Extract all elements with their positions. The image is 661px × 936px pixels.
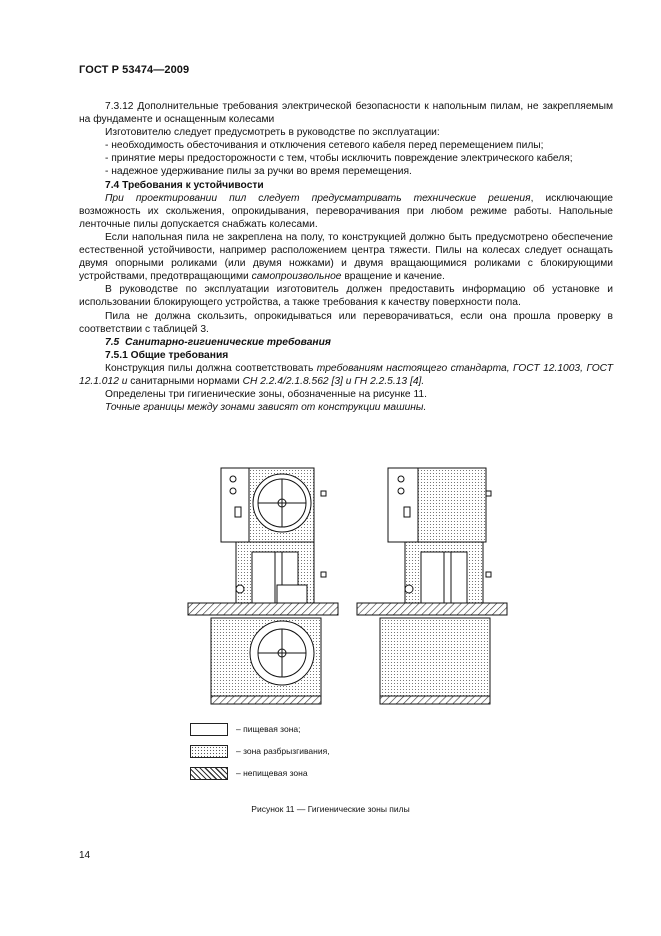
list-item: - принятие меры предосторожности с тем, чтобы исключить повреждение электрического кабеля; [105, 153, 573, 165]
left-saw-button-icon [230, 488, 236, 494]
legend-swatch-hatched [190, 767, 228, 780]
right-saw-base [380, 618, 490, 702]
left-saw-switch [235, 507, 241, 517]
paragraph-text: , исключающие возможность их скольжения, опрокидывания, переворачивания при любом режиме работы. Напольные ленточные пилы допускается снабжать колесами. [79, 192, 613, 230]
section-heading-7-5 [79, 336, 613, 349]
paragraph: 7.3.12 Дополнительные требования электрической безопасности к напольным пилам, не закрепляемым на фундаменте и оснащенным колесами [79, 101, 613, 126]
right-saw-foot [380, 696, 490, 704]
paragraph: Изготовителю следует предусмотреть в руководстве по эксплуатации: [105, 127, 440, 139]
legend-label: – непищевая зона [236, 768, 308, 778]
left-saw-button-icon [230, 476, 236, 482]
paragraph: Определены три гигиенические зоны, обозначенные на рисунке 11. [105, 389, 427, 401]
left-saw-upper-wheel [253, 474, 311, 532]
right-saw-button-icon [398, 476, 404, 482]
body-text [79, 100, 613, 414]
italic-text: Точные границы между зонами зависят от конструкции машины. [105, 402, 427, 414]
document-header: ГОСТ Р 53474—2009 [79, 64, 190, 76]
left-saw-lower-wheel [250, 621, 314, 685]
section-heading-7-5-1: 7.5.1 Общие требования [105, 349, 229, 361]
section-title: Санитарно-гигиенические требования [124, 336, 331, 348]
left-saw-table [188, 603, 338, 615]
right-saw-button-icon [398, 488, 404, 494]
right-saw-knob [405, 585, 413, 593]
paragraph-text: Если напольная пила не закреплена на полу, то конструкцией должно быть предусмотрено обеспечение естественной устойчивости, например расположением центра тяжести. Пилы на колесах следует оснащать двумя опорными роликами (или двумя ножками) и двумя вращающимися роликами с блокирующими устройствами, предотвращающими [79, 231, 613, 283]
left-saw-workpiece [277, 585, 307, 603]
left-saw-drawing [188, 468, 338, 704]
italic-text: требованиям настоящего стандарта, ГОСТ 12.1003, ГОСТ 12.1.012 и [79, 362, 613, 387]
left-saw-foot [211, 696, 321, 704]
paragraph-text: санитарными нормами [127, 375, 243, 387]
right-saw-switch [404, 507, 410, 517]
section-heading-7-4: 7.4 Требования к устойчивости [105, 179, 264, 191]
paragraph: В руководстве по эксплуатации изготовитель должен предоставить информацию об установке и использовании блокирующего устройства, а также требования к качеству поверхности пола. [79, 284, 613, 309]
paragraph-italic [79, 401, 613, 414]
legend-swatch-plain [190, 723, 228, 736]
italic-text: При проектировании пил следует предусматривать технические решения [105, 192, 531, 204]
section-number: 7.5 [105, 336, 120, 348]
legend-swatch-dotted [190, 745, 228, 758]
paragraph-text: вращение и качение. [341, 271, 445, 283]
paragraph [79, 192, 613, 231]
right-saw-table [357, 603, 507, 615]
list-item: - необходимость обесточивания и отключения сетевого кабеля перед перемещением пилы; [105, 140, 544, 152]
left-saw-hinge [321, 491, 326, 496]
paragraph [79, 231, 613, 283]
right-saw-drawing [357, 468, 507, 704]
legend-label: – пищевая зона; [236, 724, 301, 734]
list-item: - надежное удерживание пилы за ручки во время перемещения. [105, 166, 412, 178]
left-saw-knob [236, 585, 244, 593]
paragraph-text: Конструкция пилы должна соответствовать [105, 362, 317, 374]
left-saw-hinge [321, 572, 326, 577]
right-saw-hinge [486, 491, 491, 496]
italic-text: самопроизвольное [251, 271, 342, 283]
right-saw-blade-guard [444, 552, 451, 603]
paragraph: Пила не должна скользить, опрокидываться или переворачиваться, если она прошла проверку в соответствии с таблицей 3. [79, 310, 613, 335]
italic-text: СН 2.2.4/2.1.8.562 [3] и ГН 2.2.5.13 [4]. [242, 375, 425, 387]
legend-label: – зона разбрызгивания, [236, 746, 330, 756]
paragraph [79, 362, 613, 388]
page-number: 14 [79, 850, 91, 861]
saw-hygiene-zones-figure [180, 460, 510, 710]
right-saw-hinge [486, 572, 491, 577]
figure-caption: Рисунок 11 — Гигиенические зоны пилы [251, 804, 410, 814]
